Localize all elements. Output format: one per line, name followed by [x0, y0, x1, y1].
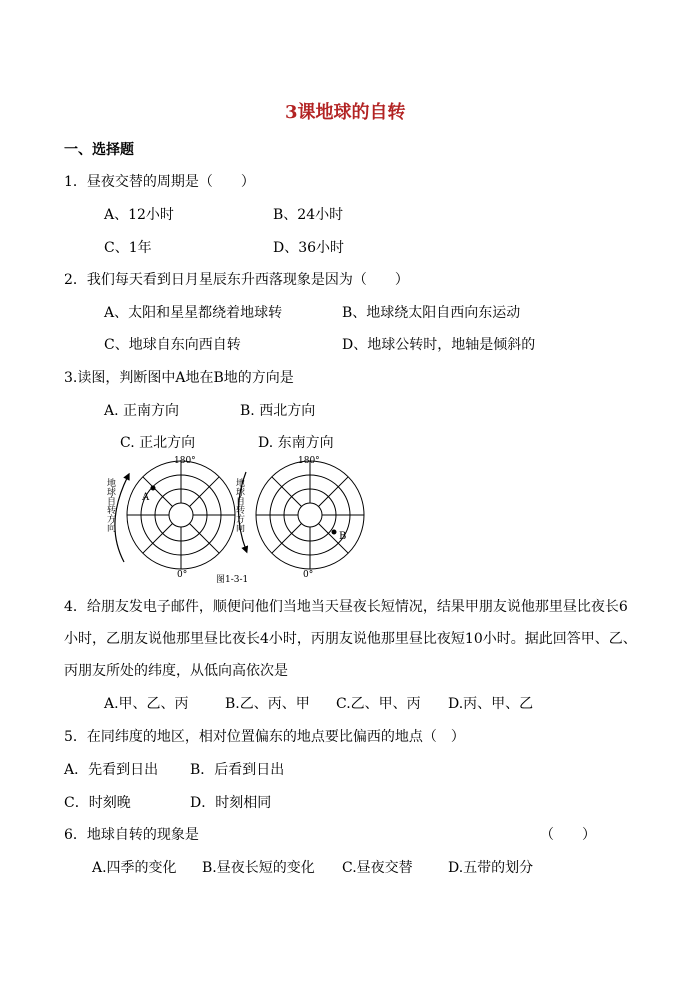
q4-option-d: D.丙、甲、乙	[448, 696, 534, 712]
right-top-longitude: 180°	[298, 456, 320, 466]
page-title: 3课地球的自转	[285, 102, 406, 123]
point-b-label: B	[339, 531, 347, 542]
q5-option-d: D．时刻相同	[190, 795, 272, 811]
q6-option-a: A.四季的变化	[92, 860, 177, 876]
q3-option-c: C. 正北方向	[120, 435, 196, 451]
q2-option-a: A、太阳和星星都绕着地球转	[104, 305, 283, 321]
left-polar-diagram	[115, 461, 235, 569]
q4-stem-line2: 小时，乙朋友说他那里昼比夜长4小时，丙朋友说他那里昼比夜短10小时。据此回答甲、乙、	[64, 631, 637, 647]
polar-view-figure	[96, 454, 366, 586]
q5-option-b: B．后看到日出	[190, 762, 285, 778]
q6-answer-paren: （ ）	[540, 827, 596, 843]
q6-option-d: D.五带的划分	[448, 860, 534, 876]
point-a-marker	[151, 486, 156, 491]
left-bottom-longitude: 0°	[177, 570, 188, 580]
q5-option-a: A．先看到日出	[64, 762, 159, 778]
q6-option-c: C.昼夜交替	[342, 860, 413, 876]
section-heading: 一、选择题	[64, 142, 134, 158]
q1-option-d: D、36小时	[273, 240, 345, 256]
q6-option-b: B.昼夜长短的变化	[202, 860, 315, 876]
q1-option-a: A、12小时	[104, 207, 174, 223]
q4-stem-line3: 丙朋友所处的纬度，从低向高依次是	[64, 663, 288, 679]
point-a-label: A	[142, 492, 150, 503]
q2-option-c: C、地球自东向西自转	[104, 337, 241, 353]
q3-option-d: D. 东南方向	[258, 435, 334, 451]
figure-caption: 图1-3-1	[216, 575, 249, 585]
q3-option-b: B. 西北方向	[240, 403, 316, 419]
point-b-marker	[332, 530, 337, 535]
q1-option-b: B、24小时	[273, 207, 344, 223]
q1-stem: 1．昼夜交替的周期是（ ）	[64, 174, 255, 190]
left-rotation-direction-label: 地球自转方向	[105, 478, 115, 532]
right-rotation-direction-label: 地球自转方向	[234, 478, 244, 532]
q3-stem: 3.读图，判断图中A地在B地的方向是	[64, 370, 294, 386]
right-bottom-longitude: 0°	[303, 570, 314, 580]
q2-option-b: B、地球绕太阳自西向东运动	[342, 305, 521, 321]
q4-option-b: B.乙、丙、甲	[225, 696, 310, 712]
right-polar-diagram	[239, 461, 365, 569]
q6-stem: 6．地球自转的现象是	[64, 827, 199, 843]
q2-option-d: D、地球公转时，地轴是倾斜的	[342, 337, 536, 353]
q4-stem-line1: 4．给朋友发电子邮件，顺便问他们当地当天昼夜长短情况，结果甲朋友说他那里昼比夜长6	[64, 599, 628, 615]
q2-stem: 2．我们每天看到日月星辰东升西落现象是因为（ ）	[64, 272, 409, 288]
left-top-longitude: 180°	[174, 456, 196, 466]
q3-option-a: A. 正南方向	[104, 403, 180, 419]
q5-option-c: C．时刻晚	[64, 795, 131, 811]
q1-option-c: C、1年	[104, 240, 152, 256]
q4-option-a: A.甲、乙、丙	[104, 696, 189, 712]
q5-stem: 5．在同纬度的地区，相对位置偏东的地点要比偏西的地点（ ）	[64, 729, 465, 745]
q4-option-c: C.乙、甲、丙	[336, 696, 421, 712]
